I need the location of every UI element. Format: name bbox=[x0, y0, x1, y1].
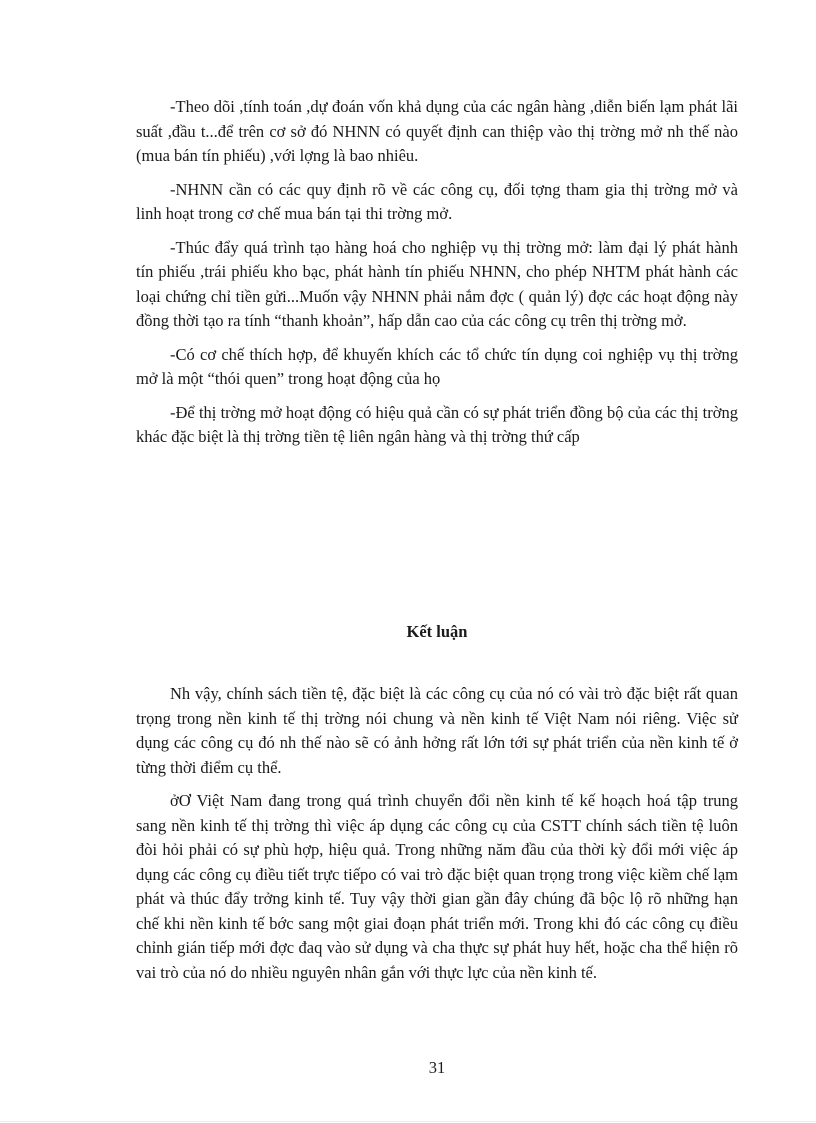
paragraph: -Để thị trờng mở hoạt động có hiệu quả cần có sự phát triển đồng bộ của các thị trờng khác đặc biệt là thị trờng tiền tệ liên ngân hàng và thị trờng thứ cấp bbox=[136, 402, 738, 446]
section-heading: Kết luận bbox=[406, 622, 468, 641]
paragraph: ởƠ Việt Nam đang trong quá trình chuyển đổi nền kinh tế kế hoạch hoá tập trung sang nền kinh tế thị trờng thì việc áp dụng các công cụ của CSTT chính sách tiền tệ luôn đòi hỏi phải có sự phù hợp, hiệu quả. Trong những năm đầu của thời kỳ đổi mới việc áp dụng các công cụ điều tiết trực tiếpo có vai trò đặc biệt quan trọng trong việc kiềm chế lạm phát và thúc đẩy trởng kinh tế. Tuy vậy thời gian gần đây chúng đã bộc lộ rõ những hạn chế khi nền kinh tế bớc sang một giai đoạn phát triển mới. Trong khi đó các công cụ điều chỉnh gián tiếp mới đợc đaq vào sử dụng và cha thực sự phát huy hết, hoặc cha thể hiện rõ vai trò của nó do nhiều nguyên nhân gắn với thực lực của nền kinh tế. bbox=[136, 791, 738, 982]
paragraph: -Theo dõi ,tính toán ,dự đoán vốn khả dụng của các ngân hàng ,diễn biến lạm phát lãi suất ,đầu t...để trên cơ sở đó NHNN có quyết định can thiệp vào thị trờng mở nh thế nào (mua bán tín phiếu) ,với lợng là bao nhiêu. bbox=[136, 97, 738, 165]
conclusion-section bbox=[136, 682, 738, 994]
page-number: 31 bbox=[428, 1058, 446, 1077]
page-edge-divider bbox=[0, 1121, 816, 1122]
paragraph: Nh vậy, chính sách tiền tệ, đặc biệt là các công cụ của nó có vài trò đặc biệt rất quan trọng trong nền kinh tế thị trờng nói chung và nền kinh tế Việt Nam nói riêng. Việc sử dụng các công cụ đó nh thế nào sẽ có ảnh hởng rất lớn tới sự phát triển của nền kinh tế ở từng thời điểm cụ thể. bbox=[136, 684, 738, 777]
paragraph: -Thúc đẩy quá trình tạo hàng hoá cho nghiệp vụ thị trờng mở: làm đại lý phát hành tín phiếu ,trái phiếu kho bạc, phát hành tín phiếu NHNN, cho phép NHTM phát hành các loại chứng chỉ tiền gửi...Muốn vậy NHNN phải nắm đợc ( quản lý) đợc các hoạt động này đồng thời tạo ra tính “thanh khoản”, hấp dẫn cao của các công cụ trên thị trờng mở. bbox=[136, 237, 738, 330]
paragraph: -Có cơ chế thích hợp, để khuyến khích các tổ chức tín dụng coi nghiệp vụ thị trờng mở là một “thói quen” trong hoạt động của họ bbox=[136, 344, 738, 388]
paragraph: -NHNN cần có các quy định rõ về các công cụ, đối tợng tham gia thị trờng mở và linh hoạt trong cơ chế mua bán tại thi trờng mở. bbox=[136, 179, 738, 223]
recommendations-section bbox=[136, 95, 738, 459]
